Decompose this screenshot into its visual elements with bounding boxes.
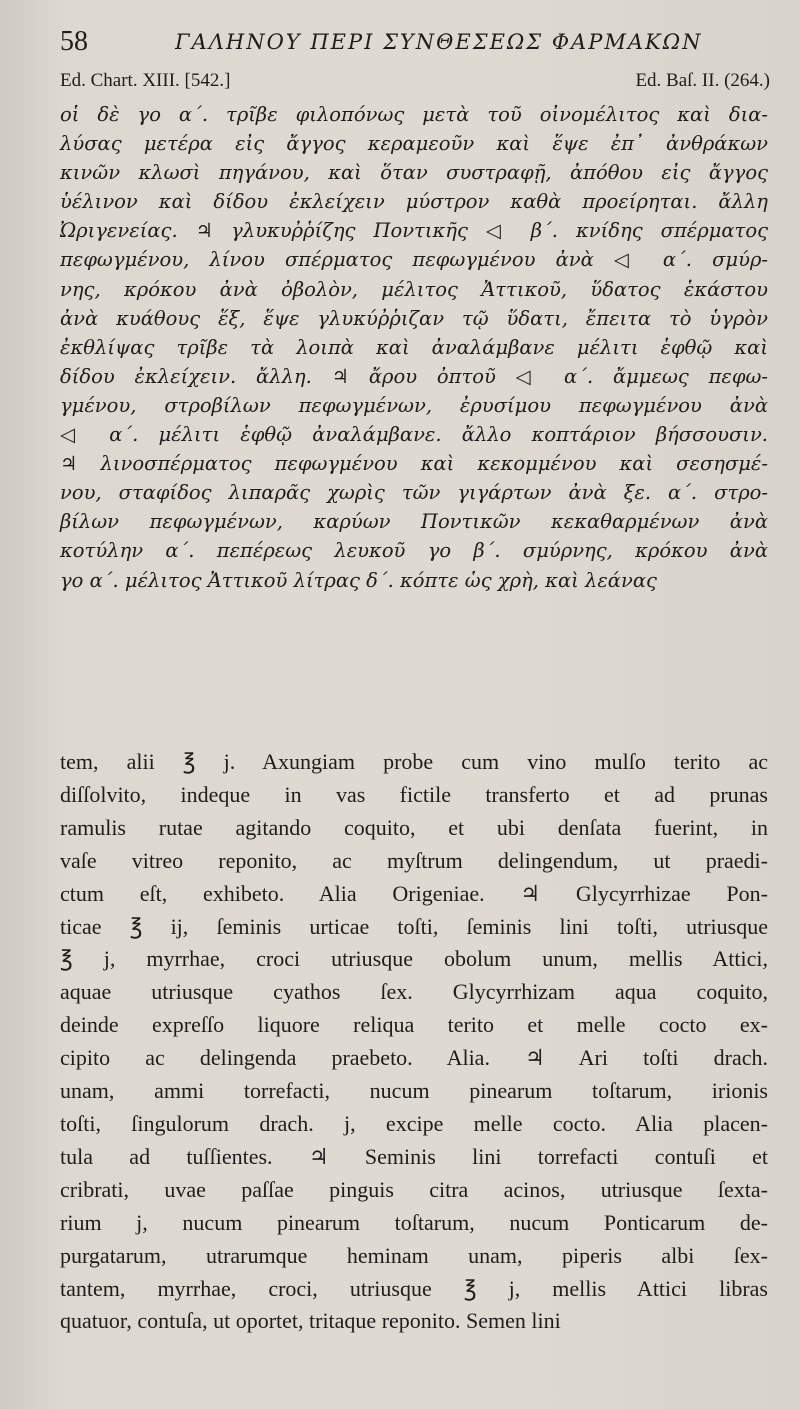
- greek-line: ◁ α΄. μέλιτι ἑφθῷ ἀναλάμβανε. ἄλλο κοπτάριον βήσσουσιν.: [60, 423, 768, 447]
- greek-line: κοτύλην α΄. πεπέρεως λευκοῦ γο β΄. σμύρνης, κρόκου ἀνὰ: [60, 539, 768, 563]
- latin-text-block: [60, 746, 768, 1338]
- latin-line: tem, alii ℥ j. Axungiam probe cum vino mulſo terito ac: [60, 749, 768, 774]
- greek-line: λύσας μετέρα εἰς ἄγγος κεραμεοῦν καὶ ἕψε ἐπ᾽ ἀνθράκων: [60, 132, 768, 156]
- latin-line: unam, ammi torrefacti, nucum pinearum toſtarum, irionis: [60, 1078, 768, 1104]
- greek-line: νης, κρόκου ἀνὰ ὀβολὸν, μέλιτος Ἀττικοῦ, ὕδατος ἑκάστου: [60, 277, 768, 301]
- latin-line: ticae ℥ ij, ſeminis urticae toſti, ſeminis lini toſti, utriusque: [60, 913, 768, 939]
- latin-line: toſti, ſingulorum drach. j, excipe melle cocto. Alia placen-: [60, 1110, 768, 1136]
- latin-line: cribrati, uvae paſſae pinguis citra acinos, utriusque ſexta-: [60, 1176, 768, 1202]
- latin-line: tantem, myrrhae, croci, utriusque ℥ j, mellis Attici libras: [60, 1275, 768, 1301]
- running-head: [30, 26, 770, 66]
- greek-line: ἀνὰ κυάθους ἕξ, ἕψε γλυκύῤῥιζαν τῷ ὕδατι, ἔπειτα τὸ ὑγρὸν: [60, 306, 768, 330]
- greek-line: κινῶν κλωσὶ πηγάνου, καὶ ὅταν συστραφῇ, ἀπόθου εἰς ἄγγος: [60, 161, 768, 185]
- greek-line: δίδου ἐκλείχειν. ἄλλη. ♃ ἄρου ὀπτοῦ ◁ α΄. ἄμμεως πεφω-: [60, 364, 768, 388]
- edition-chartier: Ed. Chart. XIII. [542.]: [60, 70, 231, 91]
- latin-line: vaſe vitreo reponito, ac myſtrum delingendum, ut praedi-: [60, 847, 768, 873]
- latin-line: aquae utriusque cyathos ſex. Glycyrrhizam aqua coquito,: [60, 979, 768, 1005]
- greek-line: οἱ δὲ γο α΄. τρῖβε φιλοπόνως μετὰ τοῦ οἰνομέλιτος καὶ δια-: [60, 103, 768, 126]
- greek-line: ὑέλινον καὶ δίδου ἐκλείχειν μύστρον καθὰ προείρηται. ἄλλη: [60, 190, 768, 214]
- latin-line: ramulis rutae agitando coquito, et ubi denſata fuerint, in: [60, 814, 768, 840]
- running-title: ΓΑΛΗΝΟΥ ΠΕΡΙ ΣΥΝΘΕΣΕΩΣ ΦΑΡΜΑΚΩΝ: [175, 30, 703, 54]
- greek-line: ἐκθλίψας τρῖβε τὰ λοιπὰ καὶ ἀναλάμβανε μέλιτι ἑφθῷ καὶ: [60, 335, 768, 359]
- latin-line: quatuor, contuſa, ut oportet, tritaque reponito. Semen lini: [60, 1308, 561, 1334]
- latin-line: ctum eſt, exhibeto. Alia Origeniae. ♃ Glycyrrhizae Pon-: [60, 880, 768, 906]
- latin-line: deinde expreſſo liquore reliqua terito et melle cocto ex-: [60, 1012, 768, 1038]
- greek-line: βίλων πεφωγμένων, καρύων Ποντικῶν κεκαθαρμένων ἀνὰ: [60, 510, 768, 534]
- latin-line: tula ad tuſſientes. ♃ Seminis lini torrefacti contuſi et: [60, 1143, 768, 1169]
- edition-basel: Ed. Baſ. II. (264.): [635, 70, 770, 91]
- page-number: 58: [60, 26, 88, 57]
- greek-line: ♃ λινοσπέρματος πεφωγμένου καὶ κεκομμένου καὶ σεσησμέ-: [60, 452, 768, 476]
- latin-line: rium j, nucum pinearum toſtarum, nucum Ponticarum de-: [60, 1209, 768, 1235]
- greek-text-block: [60, 100, 768, 595]
- edition-references: [60, 70, 770, 98]
- greek-line: πεφωγμένου, λίνου σπέρματος πεφωγμένου ἀνὰ ◁ α΄. σμύρ-: [60, 248, 768, 272]
- latin-line: cipito ac delingenda praebeto. Alia. ♃ Ari toſti drach.: [60, 1045, 768, 1071]
- latin-line: diſſolvito, indeque in vas fictile transferto et ad prunas: [60, 781, 768, 807]
- latin-line: purgatarum, utrarumque heminam unam, piperis albi ſex-: [60, 1242, 768, 1268]
- greek-line: Ὠριγενείας. ♃ γλυκυῤῥίζης Ποντικῆς ◁ β΄. κνίδης σπέρματος: [60, 219, 768, 243]
- greek-line: γμένου, στροβίλων πεφωγμένων, ἐρυσίμου πεφωγμένου ἀνὰ: [60, 393, 768, 417]
- greek-line: νου, σταφίδος λιπαρᾶς χωρὶς τῶν γιγάρτων ἀνὰ ξε. α΄. στρο-: [60, 481, 768, 505]
- greek-line: γο α΄. μέλιτος Ἀττικοῦ λίτρας δ΄. κόπτε ὡς χρὴ, καὶ λεάνας: [60, 568, 657, 592]
- latin-line: ℥ j, myrrhae, croci utriusque obolum unum, mellis Attici,: [60, 946, 768, 972]
